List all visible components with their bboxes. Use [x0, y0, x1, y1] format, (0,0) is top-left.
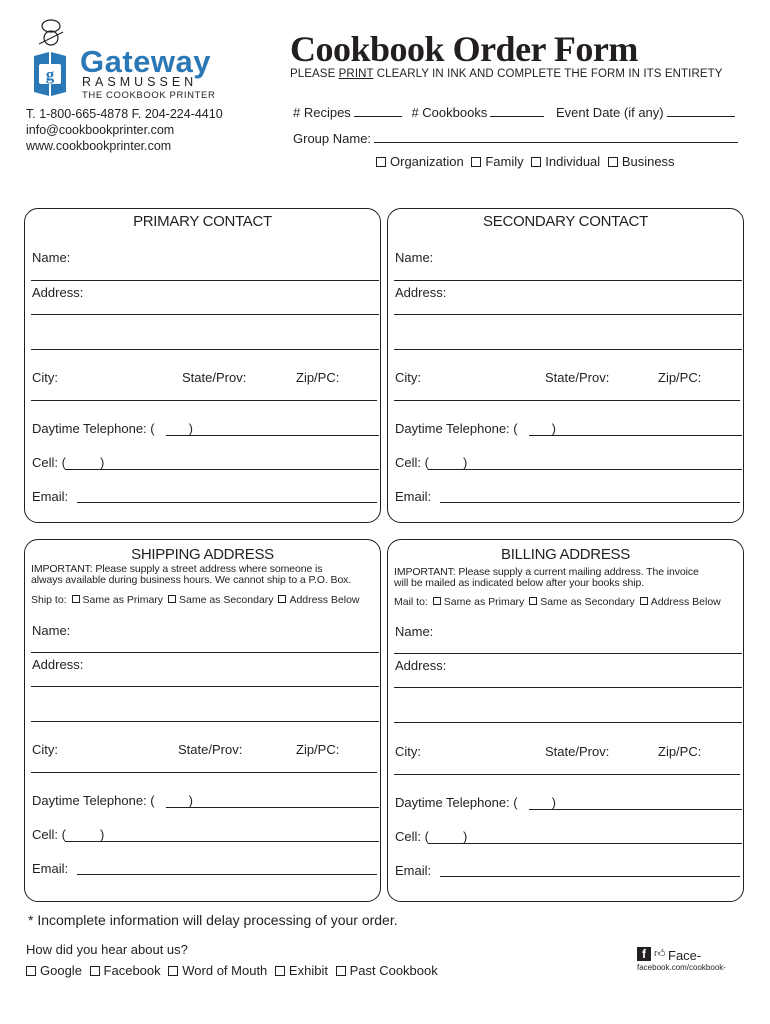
billing-title: BILLING ADDRESS [501, 546, 630, 563]
primary-name-label: Name: [32, 250, 71, 265]
mail-to-label: Mail to: [394, 596, 428, 608]
form-instructions: PLEASE PRINT CLEARLY IN INK AND COMPLETE THE FORM IN ITS ENTIRETY [290, 68, 723, 80]
ship-address-below-label: Address Below [289, 594, 360, 606]
billing-address-line1[interactable] [394, 687, 742, 688]
facebook-icon[interactable]: f [637, 947, 651, 961]
google-label: Google [40, 963, 82, 978]
mail-address-below-checkbox[interactable] [640, 597, 648, 605]
billing-address-line2[interactable] [394, 722, 742, 723]
secondary-daytime-field[interactable] [529, 435, 742, 436]
billing-email-label: Email: [395, 863, 432, 878]
shipping-name-field[interactable] [31, 652, 379, 653]
primary-daytime-label: Daytime Telephone: ( ) [32, 421, 193, 436]
primary-address-line1[interactable] [31, 314, 379, 315]
shipping-city-label: City: [32, 742, 58, 757]
primary-cell-field[interactable] [65, 469, 379, 470]
secondary-name-label: Name: [395, 250, 434, 265]
incomplete-warning: * Incomplete information will delay processing of your order. [28, 912, 398, 928]
primary-email-field[interactable] [77, 502, 377, 503]
svg-text:g: g [45, 65, 55, 84]
group-name-row [293, 131, 738, 146]
billing-cell-field[interactable] [428, 843, 742, 844]
company-contact [26, 106, 223, 154]
shipping-state-label: State/Prov: [178, 742, 243, 757]
facebook-caption: Face- [668, 948, 702, 963]
individual-label: Individual [545, 154, 601, 169]
billing-address-label: Address: [395, 658, 447, 673]
shipping-address-line2[interactable] [31, 721, 379, 722]
billing-address-box [387, 539, 744, 902]
recipes-label: # Recipes [293, 105, 351, 120]
phone-fax: T. 1-800-665-4878 F. 204-224-4410 [26, 107, 223, 121]
shipping-address-line1[interactable] [31, 686, 379, 687]
exhibit-checkbox[interactable] [275, 966, 285, 976]
company-logo [28, 18, 243, 100]
primary-address-label: Address: [32, 285, 84, 300]
primary-state-label: State/Prov: [182, 370, 247, 385]
secondary-address-label: Address: [395, 285, 447, 300]
primary-zip-label: Zip/PC: [296, 370, 340, 385]
shipping-daytime-label: Daytime Telephone: ( ) [32, 793, 193, 808]
secondary-name-field[interactable] [394, 280, 742, 281]
past-cookbook-checkbox[interactable] [336, 966, 346, 976]
mail-address-below-label: Address Below [650, 596, 721, 608]
company-website: www.cookbookprinter.com [26, 139, 172, 153]
billing-city-field[interactable] [394, 774, 740, 775]
book-logo-icon [32, 50, 68, 98]
brand-tagline: THE COOKBOOK PRINTER [82, 90, 216, 101]
group-type-options [372, 154, 675, 169]
shipping-note-line2: always available during business hours. We cannot ship to a P.O. Box. [31, 574, 352, 586]
secondary-address-line1[interactable] [394, 314, 742, 315]
primary-city-field[interactable] [31, 400, 377, 401]
google-checkbox[interactable] [26, 966, 36, 976]
primary-contact-box [24, 208, 381, 523]
primary-name-field[interactable] [31, 280, 379, 281]
shipping-cell-label: Cell: ( ) [32, 827, 105, 842]
ship-address-below-checkbox[interactable] [278, 595, 286, 603]
ship-to-options [31, 594, 360, 606]
billing-city-label: City: [395, 744, 421, 759]
shipping-email-field[interactable] [77, 874, 377, 875]
billing-state-label: State/Prov: [545, 744, 610, 759]
group-name-field[interactable] [374, 131, 738, 143]
billing-note-line2: will be mailed as indicated below after your books ship. [394, 577, 645, 589]
event-date-field[interactable] [667, 105, 735, 117]
cookbooks-field[interactable] [490, 105, 544, 117]
secondary-cell-field[interactable] [428, 469, 742, 470]
ship-same-secondary-label: Same as Secondary [178, 594, 274, 606]
individual-checkbox[interactable] [531, 157, 541, 167]
primary-address-line2[interactable] [31, 349, 379, 350]
primary-email-label: Email: [32, 489, 69, 504]
ship-to-label: Ship to: [31, 594, 67, 606]
shipping-cell-field[interactable] [65, 841, 379, 842]
billing-cell-label: Cell: ( ) [395, 829, 468, 844]
family-label: Family [485, 154, 524, 169]
referral-question: How did you hear about us? [26, 942, 188, 957]
shipping-zip-label: Zip/PC: [296, 742, 340, 757]
recipes-field[interactable] [354, 105, 402, 117]
brand-subname: RASMUSSEN [82, 75, 198, 89]
billing-email-field[interactable] [440, 876, 740, 877]
ship-same-primary-label: Same as Primary [82, 594, 164, 606]
ship-same-secondary-checkbox[interactable] [168, 595, 176, 603]
shipping-daytime-field[interactable] [166, 807, 379, 808]
mail-same-primary-checkbox[interactable] [433, 597, 441, 605]
secondary-email-field[interactable] [440, 502, 740, 503]
shipping-city-field[interactable] [31, 772, 377, 773]
facebook-label: Facebook [103, 963, 161, 978]
secondary-city-field[interactable] [394, 400, 740, 401]
company-email: info@cookbookprinter.com [26, 123, 175, 137]
billing-name-field[interactable] [394, 653, 742, 654]
past-cookbook-label: Past Cookbook [349, 963, 438, 978]
primary-city-label: City: [32, 370, 58, 385]
shipping-address-label: Address: [32, 657, 84, 672]
organization-label: Organization [390, 154, 464, 169]
shipping-name-label: Name: [32, 623, 71, 638]
shipping-title: SHIPPING ADDRESS [131, 546, 274, 563]
referral-options [22, 963, 438, 978]
chef-mascot-icon [36, 18, 66, 50]
thumbs-up-icon: 👍︎ [654, 948, 666, 960]
secondary-city-label: City: [395, 370, 421, 385]
word-of-mouth-label: Word of Mouth [182, 963, 268, 978]
shipping-note-line1: IMPORTANT: Please supply a street address where someone is [31, 563, 323, 575]
mail-same-secondary-checkbox[interactable] [529, 597, 537, 605]
word-of-mouth-checkbox[interactable] [168, 966, 178, 976]
billing-zip-label: Zip/PC: [658, 744, 702, 759]
billing-daytime-field[interactable] [529, 809, 742, 810]
secondary-zip-label: Zip/PC: [658, 370, 702, 385]
order-counts-row [293, 105, 735, 120]
facebook-url[interactable]: facebook.com/cookbook- [637, 963, 726, 972]
mail-same-primary-label: Same as Primary [443, 596, 525, 608]
mail-to-options [394, 596, 721, 608]
secondary-contact-title: SECONDARY CONTACT [483, 213, 648, 230]
shipping-address-box [24, 539, 381, 902]
secondary-state-label: State/Prov: [545, 370, 610, 385]
facebook-checkbox[interactable] [90, 966, 100, 976]
form-title: Cookbook Order Form [290, 29, 638, 69]
secondary-email-label: Email: [395, 489, 432, 504]
billing-name-label: Name: [395, 624, 434, 639]
shipping-email-label: Email: [32, 861, 69, 876]
organization-checkbox[interactable] [376, 157, 386, 167]
secondary-cell-label: Cell: ( ) [395, 455, 468, 470]
brand-name: Gateway [80, 44, 212, 79]
event-date-label: Event Date (if any) [555, 105, 664, 120]
business-label: Business [621, 154, 675, 169]
mail-same-secondary-label: Same as Secondary [540, 596, 635, 608]
billing-note-line1: IMPORTANT: Please supply a current mailing address. The invoice [394, 566, 699, 578]
primary-cell-label: Cell: ( ) [32, 455, 105, 470]
ship-same-primary-checkbox[interactable] [72, 595, 80, 603]
secondary-address-line2[interactable] [394, 349, 742, 350]
cookbooks-label: # Cookbooks [411, 105, 488, 120]
secondary-contact-box [387, 208, 744, 523]
primary-contact-title: PRIMARY CONTACT [133, 213, 272, 230]
family-checkbox[interactable] [471, 157, 481, 167]
secondary-daytime-label: Daytime Telephone: ( ) [395, 421, 556, 436]
billing-daytime-label: Daytime Telephone: ( ) [395, 795, 556, 810]
group-name-label: Group Name: [293, 131, 372, 146]
primary-daytime-area-underline [167, 435, 207, 436]
exhibit-label: Exhibit [288, 963, 328, 978]
business-checkbox[interactable] [608, 157, 618, 167]
